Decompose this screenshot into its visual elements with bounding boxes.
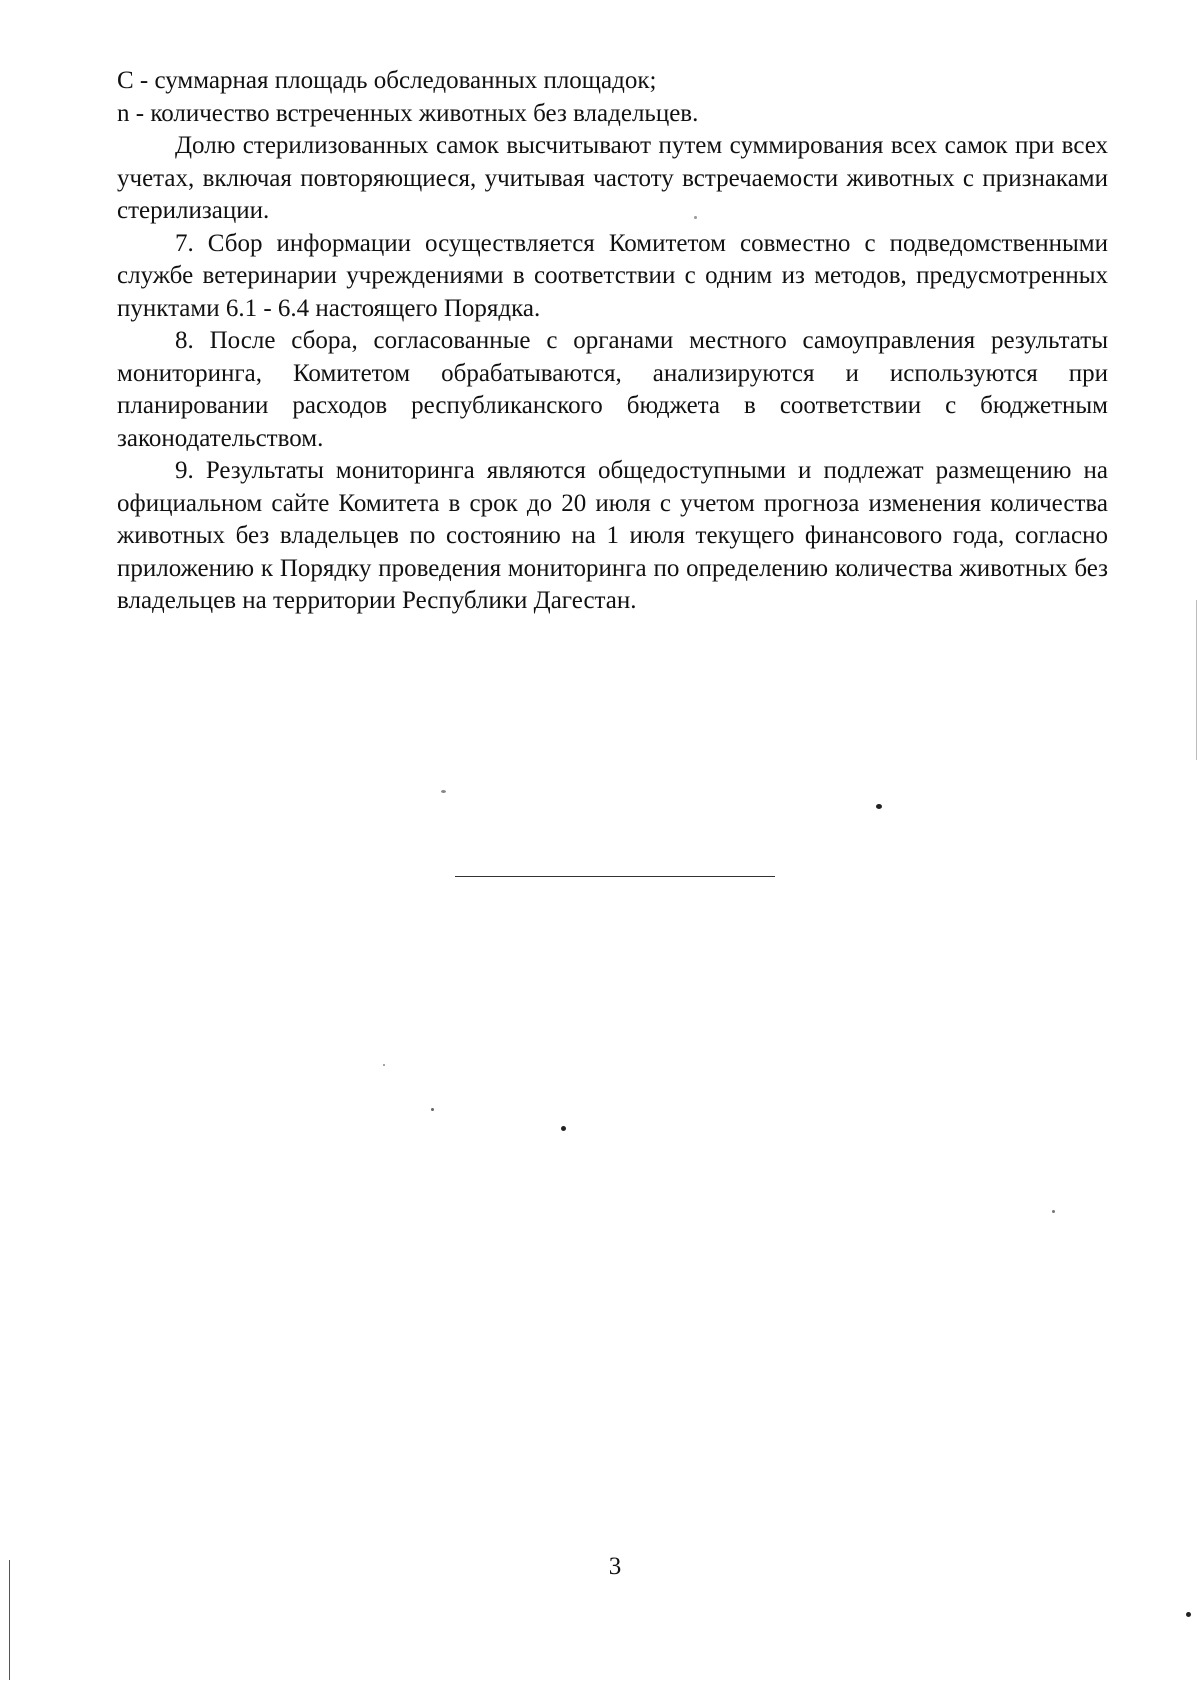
scan-speck (1186, 1612, 1191, 1617)
scan-speck (383, 1064, 385, 1066)
scan-speck (876, 804, 882, 809)
c-definition-line: С - суммарная площадь обследованных площадок; (117, 67, 657, 94)
clause-9-paragraph: 9. Результаты мониторинга являются общедоступными и подлежат размещению на официальном сайте Комитета в срок до 20 июля с учетом прогноза изменения количества животных без владельцев по состоянию на 1 июля текущего финансового года, согласно приложению к Порядку проведения мониторинга по определению количества животных без владельцев на территории Республики Дагестан. (117, 457, 1108, 614)
sterilized-females-paragraph: Долю стерилизованных самок высчитывают путем суммирования всех самок при всех учетах, включая повторяющиеся, учитывая частоту встречаемости животных с признаками стерилизации. (117, 132, 1108, 224)
closing-separator-line (455, 876, 775, 877)
page-number: 3 (608, 1553, 622, 1580)
clause-8-paragraph: 8. После сбора, согласованные с органами местного самоуправления результаты мониторинга, Комитетом обрабатываются, анализируются и используются при планировании расходов республиканского бюджета в соответствии с бюджетным законодательством. (117, 327, 1108, 452)
scan-speck (441, 790, 446, 793)
document-body (117, 65, 1108, 618)
scan-edge-mark (1196, 600, 1197, 760)
scan-speck (431, 1108, 434, 1111)
scan-edge-mark (9, 1560, 10, 1680)
scan-speck (694, 216, 697, 219)
clause-7-paragraph: 7. Сбор информации осуществляется Комитетом совместно с подведомственными службе ветеринарии учреждениями в соответствии с одним из методов, предусмотренных пунктами 6.1 - 6.4 настоящего Порядка. (117, 229, 1108, 322)
scan-speck (1052, 1210, 1055, 1213)
scan-speck (561, 1126, 566, 1131)
n-definition-line: n - количество встреченных животных без владельцев. (117, 99, 699, 127)
